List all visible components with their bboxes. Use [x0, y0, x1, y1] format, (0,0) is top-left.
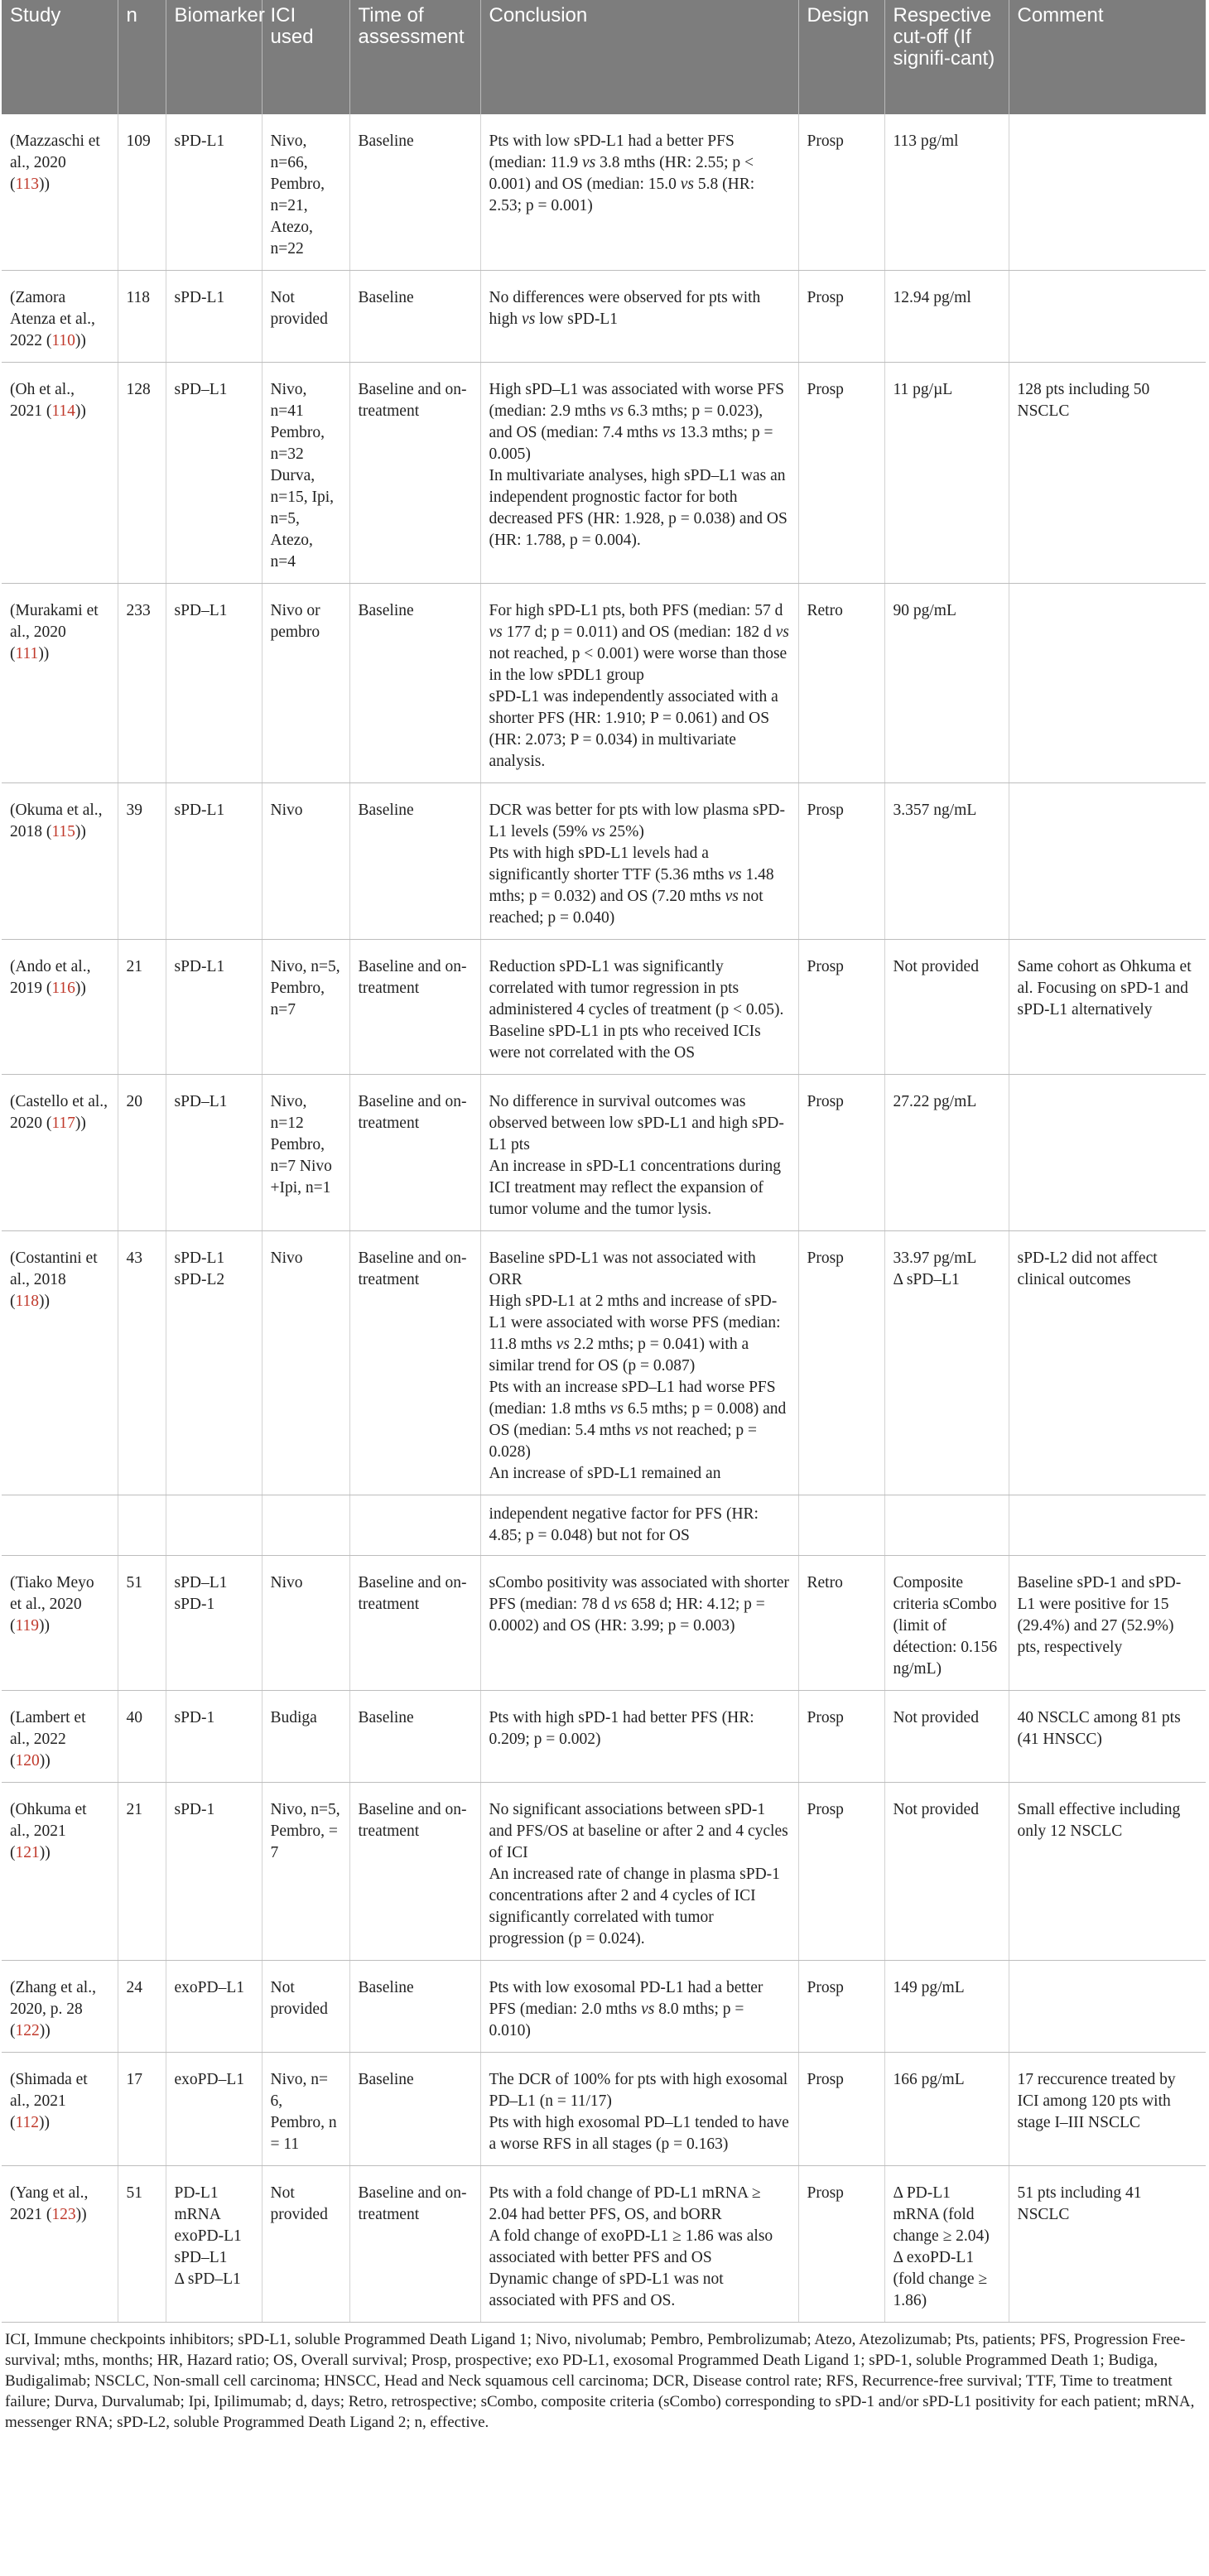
cell-time-of-assessment: Baseline [349, 271, 480, 363]
cell-n: 21 [118, 1783, 166, 1961]
cell-study [2, 1961, 118, 2053]
study-reference-link[interactable]: 120 [15, 1752, 40, 1769]
study-text: (Yang et al., 2021 ( [10, 2184, 89, 2223]
cell-ici-used: Nivo [262, 1556, 349, 1691]
cell-biomarker: sPD-1 [166, 1691, 262, 1783]
study-text-end: )) [39, 2114, 51, 2131]
study-reference-link[interactable]: 118 [15, 1293, 40, 1310]
cell-comment: 17 reccurence treated by ICI among 120 pts with stage I–III NSCLC [1009, 2053, 1206, 2166]
cell-design: Retro [798, 584, 884, 783]
cell-biomarker: sPD–L1 [166, 584, 262, 783]
cell-ici-used: Not provided [262, 2166, 349, 2323]
cell-ici-used: Not provided [262, 271, 349, 363]
cell-n: 17 [118, 2053, 166, 2166]
study-text: (Castello et al., 2020 ( [10, 1093, 108, 1132]
cell-comment: 51 pts including 41 NSCLC [1009, 2166, 1206, 2323]
header-study: Study [2, 0, 118, 114]
cell-ici-used: Nivo, n= 6, Pembro, n = 11 [262, 2053, 349, 2166]
cell-cutoff: 166 pg/mL [884, 2053, 1009, 2166]
cell-time-of-assessment: Baseline and on-treatment [349, 1783, 480, 1961]
cell-ici-used: Nivo, n=66, Pembro, n=21, Atezo, n=22 [262, 114, 349, 271]
cell-cutoff: Not provided [884, 1783, 1009, 1961]
cell-study [2, 2166, 118, 2323]
cell-conclusion: No difference in survival outcomes was observed between low sPD-L1 and high sPD-L1 pts An increase in sPD-L1 concentrations during ICI treatment may reflect the expansion of tumor volume and the tumor lysis. [480, 1075, 798, 1231]
cell-design: Prosp [798, 2053, 884, 2166]
cell-n: 118 [118, 271, 166, 363]
cell-biomarker: PD-L1 mRNA exoPD-L1 sPD–L1 Δ sPD–L1 [166, 2166, 262, 2323]
study-text-end: )) [39, 1844, 51, 1861]
cell-n: 24 [118, 1961, 166, 2053]
cell-biomarker: sPD–L1 sPD-1 [166, 1556, 262, 1691]
cell-n: 20 [118, 1075, 166, 1231]
cell-comment [1009, 783, 1206, 940]
table-row [2, 584, 1206, 783]
header-biomarker: Biomarker [166, 0, 262, 114]
cell-n: 128 [118, 363, 166, 584]
table-row [2, 1495, 1206, 1556]
cell-n: 51 [118, 1556, 166, 1691]
cell-time-of-assessment: Baseline [349, 783, 480, 940]
study-text: (Tiako Meyo et al., 2020 ( [10, 1574, 94, 1635]
cell-time-of-assessment: Baseline and on-treatment [349, 1556, 480, 1691]
cell-conclusion: For high sPD-L1 pts, both PFS (median: 57 d vs 177 d; p = 0.011) and OS (median: 182 d vs not reached, p < 0.001) were worse than those in the low sPDL1 group sPD-L1 was independently associated with a shorter PFS (HR: 1.910; P = 0.061) and OS (HR: 2.073; P = 0.034) in multivariate analysis. [480, 584, 798, 783]
cell-study [2, 1075, 118, 1231]
study-text: (Zhang et al., 2020, p. 28 ( [10, 1979, 96, 2039]
study-reference-link[interactable]: 122 [15, 2022, 40, 2039]
cell-cutoff: 12.94 pg/ml [884, 271, 1009, 363]
study-text-end: )) [38, 645, 50, 662]
header-time-of-assessment: Time of assessment [349, 0, 480, 114]
study-text: (Mazzaschi et al., 2020 ( [10, 132, 100, 193]
cell-conclusion: No significant associations between sPD-1 and PFS/OS at baseline or after 2 and 4 cycles of ICI An increased rate of change in plasma sPD-1 concentrations after 2 and 4 cycles of ICI significantly correlated with tumor progression (p = 0.024). [480, 1783, 798, 1961]
cell-conclusion: Baseline sPD-L1 was not associated with ORR High sPD-L1 at 2 mths and increase of sPD-L1 were associated with worse PFS (median: 11.8 mths vs 2.2 mths; p = 0.041) with a similar trend for OS (p = 0.087) Pts with an increase sPD–L1 had worse PFS (median: 1.8 mths vs 6.5 mths; p = 0.008) and OS (median: 5.4 mths vs not reached; p = 0.028) An increase of sPD-L1 remained an [480, 1231, 798, 1495]
table-row [2, 2166, 1206, 2323]
cell-study [2, 1691, 118, 1783]
cell-cutoff: 27.22 pg/mL [884, 1075, 1009, 1231]
cell-cutoff: Not provided [884, 940, 1009, 1075]
cell-time-of-assessment: Baseline and on-treatment [349, 1231, 480, 1495]
cell-biomarker: exoPD–L1 [166, 2053, 262, 2166]
cell-conclusion: Reduction sPD-L1 was significantly correlated with tumor regression in pts administered 4 cycles of treatment (p < 0.05). Baseline sPD-L1 in pts who received ICIs were not correlated with the OS [480, 940, 798, 1075]
cell-biomarker: sPD-L1 [166, 271, 262, 363]
study-text: (Lambert et al., 2022 ( [10, 1709, 86, 1769]
study-text: (Okuma et al., 2018 ( [10, 802, 103, 840]
cell-design: Prosp [798, 1783, 884, 1961]
cell-n: 109 [118, 114, 166, 271]
header-design: Design [798, 0, 884, 114]
table-row [2, 1783, 1206, 1961]
study-text-end: )) [39, 2022, 51, 2039]
cell-study [2, 1556, 118, 1691]
cell-study [2, 1495, 118, 1556]
cell-study [2, 1783, 118, 1961]
study-text-end: )) [39, 1752, 51, 1769]
cell-cutoff: 33.97 pg/mL Δ sPD–L1 [884, 1231, 1009, 1495]
study-text: (Oh et al., 2021 ( [10, 381, 75, 420]
header-n: n [118, 0, 166, 114]
cell-comment: Same cohort as Ohkuma et al. Focusing on sPD-1 and sPD-L1 alternatively [1009, 940, 1206, 1075]
cell-n: 39 [118, 783, 166, 940]
cell-conclusion: sCombo positivity was associated with shorter PFS (median: 78 d vs 658 d; HR: 4.12; p = 0.0002) and OS (HR: 3.99; p = 0.003) [480, 1556, 798, 1691]
cell-design: Prosp [798, 783, 884, 940]
cell-comment [1009, 271, 1206, 363]
study-text: (Ando et al., 2019 ( [10, 958, 91, 997]
cell-study [2, 2053, 118, 2166]
cell-comment: sPD-L2 did not affect clinical outcomes [1009, 1231, 1206, 1495]
cell-comment [1009, 114, 1206, 271]
cell-study [2, 363, 118, 584]
cell-biomarker: sPD-L1 [166, 114, 262, 271]
table-row [2, 114, 1206, 271]
study-text: (Zamora Atenza et al., 2022 ( [10, 289, 95, 349]
study-reference-link[interactable]: 123 [51, 2206, 76, 2223]
study-text-end: )) [75, 1115, 86, 1132]
table-row [2, 1691, 1206, 1783]
study-text: (Murakami et al., 2020 ( [10, 602, 99, 662]
cell-design: Prosp [798, 363, 884, 584]
cell-time-of-assessment: Baseline [349, 2053, 480, 2166]
cell-design: Prosp [798, 1691, 884, 1783]
header-cutoff: Respective cut-off (If signifi-cant) [884, 0, 1009, 114]
study-text: (Shimada et al., 2021 ( [10, 2071, 88, 2131]
cell-biomarker: sPD-1 [166, 1783, 262, 1961]
cell-biomarker: sPD–L1 [166, 1075, 262, 1231]
cell-ici-used: Nivo, n=5, Pembro, = 7 [262, 1783, 349, 1961]
cell-biomarker: sPD-L1 sPD-L2 [166, 1231, 262, 1495]
cell-n: 40 [118, 1691, 166, 1783]
cell-ici-used: Not provided [262, 1961, 349, 2053]
cell-design [798, 1495, 884, 1556]
study-text-end: )) [75, 402, 86, 420]
cell-study [2, 940, 118, 1075]
cell-n: 21 [118, 940, 166, 1075]
study-text-end: )) [75, 2206, 87, 2223]
study-text: (Ohkuma et al., 2021 ( [10, 1801, 87, 1861]
cell-cutoff: 149 pg/mL [884, 1961, 1009, 2053]
cell-design: Prosp [798, 271, 884, 363]
study-text-end: )) [75, 823, 86, 840]
cell-conclusion: No differences were observed for pts with high vs low sPD-L1 [480, 271, 798, 363]
cell-conclusion: Pts with high sPD-1 had better PFS (HR: 0.209; p = 0.002) [480, 1691, 798, 1783]
cell-cutoff: Δ PD-L1 mRNA (fold change ≥ 2.04) Δ exoPD-L1 (fold change ≥ 1.86) [884, 2166, 1009, 2323]
cell-cutoff: 90 pg/mL [884, 584, 1009, 783]
cell-study [2, 271, 118, 363]
cell-time-of-assessment: Baseline and on-treatment [349, 940, 480, 1075]
study-reference-link[interactable]: 121 [15, 1844, 40, 1861]
cell-design: Prosp [798, 940, 884, 1075]
cell-n: 233 [118, 584, 166, 783]
cell-time-of-assessment: Baseline [349, 114, 480, 271]
cell-cutoff: Not provided [884, 1691, 1009, 1783]
cell-conclusion: Pts with a fold change of PD-L1 mRNA ≥ 2.04 had better PFS, OS, and bORR A fold change of exoPD-L1 ≥ 1.86 was also associated with better PFS and OS Dynamic change of sPD-L1 was not associated with PFS and OS. [480, 2166, 798, 2323]
table-row [2, 363, 1206, 584]
cell-conclusion: The DCR of 100% for pts with high exosomal PD–L1 (n = 11/17) Pts with high exosomal PD–L1 tended to have a worse RFS in all stages (p = 0.163) [480, 2053, 798, 2166]
table-row [2, 1231, 1206, 1495]
biomarker-table [2, 0, 1206, 2323]
cell-comment: 40 NSCLC among 81 pts (41 HNSCC) [1009, 1691, 1206, 1783]
cell-conclusion: Pts with low exosomal PD-L1 had a better PFS (median: 2.0 mths vs 8.0 mths; p = 0.010) [480, 1961, 798, 2053]
cell-ici-used: Nivo [262, 1231, 349, 1495]
table-footnote: ICI, Immune checkpoints inhibitors; sPD-L1, soluble Programmed Death Ligand 1; Nivo, nivolumab; Pembro, Pembrolizumab; Atezo, Atezolizumab; Pts, patients; PFS, Progression Free-survival; mths, months; HR, Hazard ratio; OS, Overall survival; Prosp, prospective; exo PD-L1, exosomal Programmed Death Ligand 1; sPD-1, soluble Programmed Death 1; Budiga, Budigalimab; NSCLC, Non-small cell carcinoma; HNSCC, Head and Neck squamous cell carcinoma; DCR, Disease control rate; RFS, Recurrence-free survival; TTF, Time to treatment failure; Durva, Durvalumab; Ipi, Ipilimumab; d, days; Retro, retrospective; sCombo, composite criteria (sCombo) corresponding to sPD-1 and/or sPD-L1 positivity for each patient; mRNA, messenger RNA; sPD-L2, soluble Programmed Death Ligand 2; n, effective. [5, 2331, 1195, 2431]
table-row [2, 1961, 1206, 2053]
cell-cutoff [884, 1495, 1009, 1556]
header-ici-used: ICI used [262, 0, 349, 114]
cell-design: Prosp [798, 2166, 884, 2323]
cell-study [2, 584, 118, 783]
study-reference-link[interactable]: 119 [15, 1617, 40, 1635]
cell-n [118, 1495, 166, 1556]
cell-conclusion: independent negative factor for PFS (HR: 4.85; p = 0.048) but not for OS [480, 1495, 798, 1556]
cell-ici-used: Nivo or pembro [262, 584, 349, 783]
cell-time-of-assessment: Baseline and on-treatment [349, 2166, 480, 2323]
cell-cutoff: 113 pg/ml [884, 114, 1009, 271]
cell-comment [1009, 584, 1206, 783]
cell-comment: 128 pts including 50 NSCLC [1009, 363, 1206, 584]
study-reference-link[interactable]: 114 [51, 402, 75, 420]
table-row [2, 940, 1206, 1075]
cell-ici-used: Nivo [262, 783, 349, 940]
cell-biomarker: sPD-L1 [166, 783, 262, 940]
study-text-end: )) [39, 1293, 51, 1310]
cell-cutoff: Composite criteria sCombo (limit of détection: 0.156 ng/mL) [884, 1556, 1009, 1691]
cell-ici-used: Budiga [262, 1691, 349, 1783]
study-text-end: )) [39, 1617, 51, 1635]
cell-design: Prosp [798, 1075, 884, 1231]
study-reference-link[interactable]: 117 [51, 1115, 75, 1132]
cell-conclusion: High sPD–L1 was associated with worse PFS (median: 2.9 mths vs 6.3 mths; p = 0.023), and OS (median: 7.4 mths vs 13.3 mths; p = 0.005) In multivariate analyses, high sPD–L1 was an independent prognostic factor for both decreased PFS (HR: 1.928, p = 0.038) and OS (HR: 1.788, p = 0.004). [480, 363, 798, 584]
study-reference-link[interactable]: 110 [51, 332, 75, 349]
cell-design: Prosp [798, 114, 884, 271]
cell-ici-used: Nivo, n=41 Pembro, n=32 Durva, n=15, Ipi, n=5, Atezo, n=4 [262, 363, 349, 584]
header-conclusion: Conclusion [480, 0, 798, 114]
cell-n: 43 [118, 1231, 166, 1495]
cell-time-of-assessment: Baseline [349, 1961, 480, 2053]
cell-time-of-assessment: Baseline [349, 1691, 480, 1783]
study-text-end: )) [75, 332, 86, 349]
cell-ici-used [262, 1495, 349, 1556]
cell-time-of-assessment: Baseline and on-treatment [349, 1075, 480, 1231]
cell-biomarker: exoPD–L1 [166, 1961, 262, 2053]
cell-study [2, 1231, 118, 1495]
cell-biomarker: sPD-L1 [166, 940, 262, 1075]
cell-cutoff: 11 pg/µL [884, 363, 1009, 584]
table-row [2, 2053, 1206, 2166]
cell-comment [1009, 1961, 1206, 2053]
cell-n: 51 [118, 2166, 166, 2323]
table-row [2, 1556, 1206, 1691]
cell-design: Retro [798, 1556, 884, 1691]
cell-comment: Baseline sPD-1 and sPD-L1 were positive for 15 (29.4%) and 27 (52.9%) pts, respectively [1009, 1556, 1206, 1691]
study-text-end: )) [75, 980, 86, 997]
cell-cutoff: 3.357 ng/mL [884, 783, 1009, 940]
cell-design: Prosp [798, 1961, 884, 2053]
study-reference-link[interactable]: 116 [51, 980, 75, 997]
cell-ici-used: Nivo, n=5, Pembro, n=7 [262, 940, 349, 1075]
table-body [2, 114, 1206, 2323]
cell-ici-used: Nivo, n=12 Pembro, n=7 Nivo +Ipi, n=1 [262, 1075, 349, 1231]
study-reference-link[interactable]: 113 [15, 176, 40, 193]
table-container [2, 0, 1206, 2433]
cell-comment [1009, 1075, 1206, 1231]
header-comment: Comment [1009, 0, 1206, 114]
study-text-end: )) [39, 176, 51, 193]
cell-conclusion: DCR was better for pts with low plasma sPD-L1 levels (59% vs 25%) Pts with high sPD-L1 levels had a significantly shorter TTF (5.36 mths vs 1.48 mths; p = 0.032) and OS (7.20 mths vs not reached; p = 0.040) [480, 783, 798, 940]
study-reference-link[interactable]: 112 [15, 2114, 40, 2131]
cell-study [2, 783, 118, 940]
header-row [2, 0, 1206, 114]
table-row [2, 271, 1206, 363]
cell-study [2, 114, 118, 271]
cell-time-of-assessment [349, 1495, 480, 1556]
study-reference-link[interactable]: 115 [51, 823, 75, 840]
table-row [2, 1075, 1206, 1231]
cell-comment [1009, 1495, 1206, 1556]
cell-time-of-assessment: Baseline and on-treatment [349, 363, 480, 584]
study-reference-link[interactable]: 111 [15, 645, 39, 662]
cell-biomarker [166, 1495, 262, 1556]
cell-comment: Small effective including only 12 NSCLC [1009, 1783, 1206, 1961]
table-row [2, 783, 1206, 940]
study-text: (Costantini et al., 2018 ( [10, 1249, 98, 1310]
cell-design: Prosp [798, 1231, 884, 1495]
cell-biomarker: sPD–L1 [166, 363, 262, 584]
cell-conclusion: Pts with low sPD-L1 had a better PFS (median: 11.9 vs 3.8 mths (HR: 2.55; p < 0.001) and OS (median: 15.0 vs 5.8 (HR: 2.53; p = 0.001) [480, 114, 798, 271]
cell-time-of-assessment: Baseline [349, 584, 480, 783]
